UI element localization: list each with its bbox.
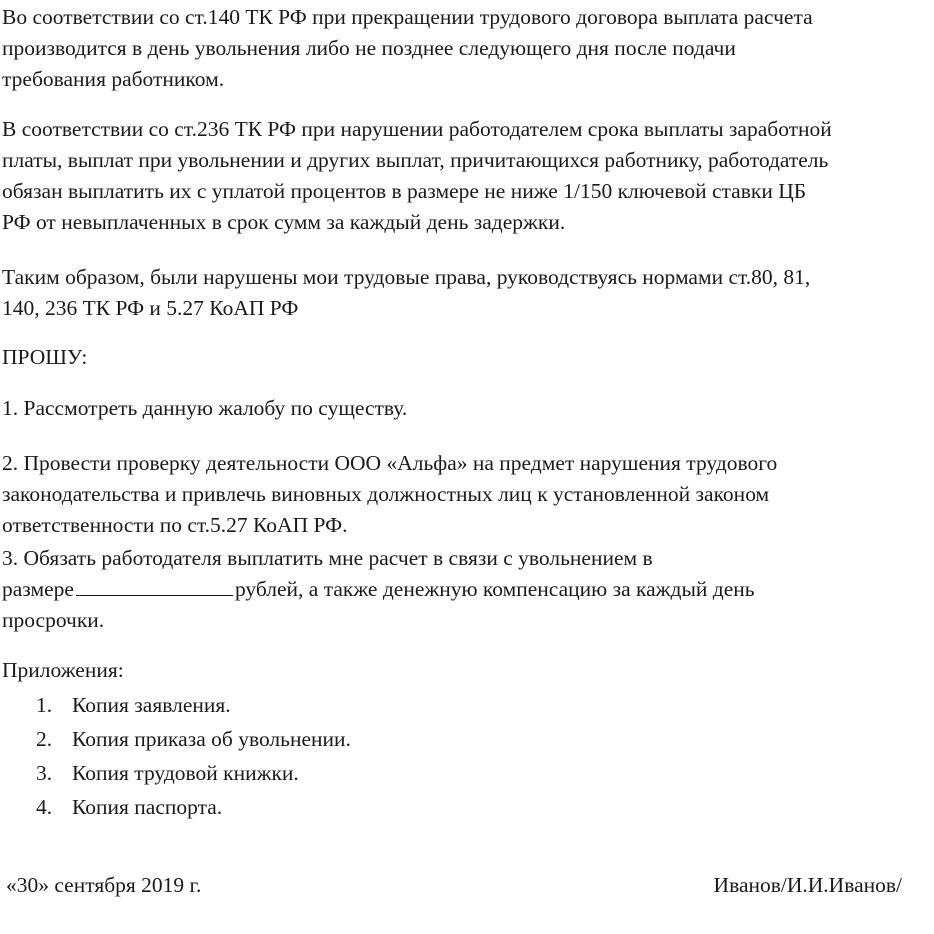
request-item-2 [2,448,932,541]
text-line: 3. Обязать работодателя выплатить мне расчет в связи с увольнением в [2,546,653,570]
text-line: 2. Провести проверку деятельности ООО «Альфа» на предмет нарушения трудового [2,451,778,475]
list-item: 1. Копия заявления. [36,693,231,717]
text-line: производится в день увольнения либо не позднее следующего дня после подачи [2,36,736,60]
text-line: Таким образом, были нарушены мои трудовые права, руководствуясь нормами ст.80, 81, [2,265,811,289]
list-item: 2. Копия приказа об увольнении. [36,727,351,751]
signature: Иванов/И.И.Иванов/ [713,873,902,897]
request-item-1: 1. Рассмотреть данную жалобу по существу. [2,396,408,420]
request-item-3 [2,543,932,636]
text-line: требования работником. [2,67,225,91]
text-line: просрочки. [2,608,105,632]
paragraph-article-140 [2,2,932,95]
text-line: В соответствии со ст.236 ТК РФ при нарушении работодателем срока выплаты заработной [2,117,832,141]
text-line: ответственности по ст.5.27 КоАП РФ. [2,513,348,537]
text-line: платы, выплат при увольнении и других выплат, причитающихся работнику, работодатель [2,148,829,172]
text-line: 140, 236 ТК РФ и 5.27 КоАП РФ [2,296,299,320]
text-line: размере рублей, а также денежную компенсацию за каждый день [2,577,755,601]
appendix-heading: Приложения: [2,658,124,682]
text-line: РФ от невыплаченных в срок сумм за каждый день задержки. [2,210,566,234]
text-line: Во соответствии со ст.140 ТК РФ при прекращении трудового договора выплата расчета [2,5,813,29]
text-line: обязан выплатить их с уплатой процентов в размере не ниже 1/150 ключевой ставки ЦБ [2,179,807,203]
appendix-list [36,690,351,826]
list-item: 4. Копия паспорта. [36,795,223,819]
amount-blank-field [76,575,233,596]
text-line: законодательства и привлечь виновных должностных лиц к установленной законом [2,482,770,506]
paragraph-article-236 [2,114,932,238]
document-date: «30» сентября 2019 г. [6,873,202,897]
request-heading: ПРОШУ: [2,345,88,369]
paragraph-conclusion [2,262,932,324]
list-item: 3. Копия трудовой книжки. [36,761,299,785]
